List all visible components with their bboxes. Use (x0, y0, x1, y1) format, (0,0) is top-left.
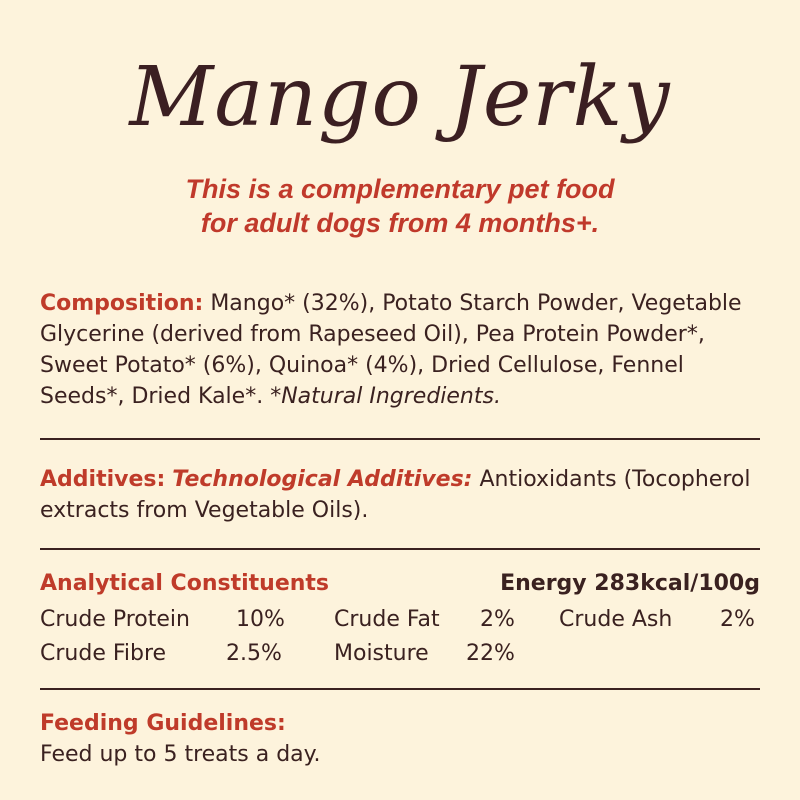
constituent-label: Crude Ash (559, 607, 673, 632)
additives-text: Antioxidants (Tocopherol extracts from Vegetable Oils). (40, 467, 751, 523)
additives-subheading: Technological Additives: (172, 467, 473, 492)
divider (40, 548, 760, 550)
page-title: Mango Jerky (129, 50, 671, 145)
feeding-text: Feed up to 5 treats a day. (40, 742, 321, 767)
additives-heading: Additives: (40, 467, 166, 492)
composition-section (40, 288, 760, 412)
divider (40, 688, 760, 690)
constituent-label: Crude Protein (40, 607, 190, 632)
divider (40, 438, 760, 440)
constituent-value: 10% (236, 607, 285, 632)
analytical-heading: Analytical Constituents (40, 571, 330, 596)
subtitle (0, 172, 800, 240)
subtitle-line-2: for adult dogs from 4 months+. (200, 208, 600, 238)
analytical-header (40, 568, 760, 599)
composition-heading: Composition: (40, 291, 204, 316)
subtitle-line-1: This is a complementary pet food (185, 174, 615, 204)
composition-text: Mango* (32%), Potato Starch Powder, Vegetable Glycerine (derived from Rapeseed Oil), Pea Protein Powder*, Sweet Potato* (6%), Quinoa* (4%), Dried Cellulose, Fennel Seeds*, Dried Kale*. (40, 291, 742, 409)
constituent-label: Moisture (334, 641, 429, 666)
constituent-label: Crude Fibre (40, 641, 167, 666)
constituent-value: 2% (720, 607, 755, 632)
additives-section (40, 464, 760, 526)
constituent-label: Crude Fat (334, 607, 440, 632)
feeding-section (40, 708, 760, 770)
energy-value: Energy 283kcal/100g (500, 571, 760, 596)
constituent-value: 22% (466, 641, 515, 666)
constituent-value: 2.5% (226, 641, 282, 666)
composition-note: *Natural Ingredients. (270, 384, 501, 409)
constituent-value: 2% (480, 607, 515, 632)
feeding-heading: Feeding Guidelines: (40, 711, 286, 736)
